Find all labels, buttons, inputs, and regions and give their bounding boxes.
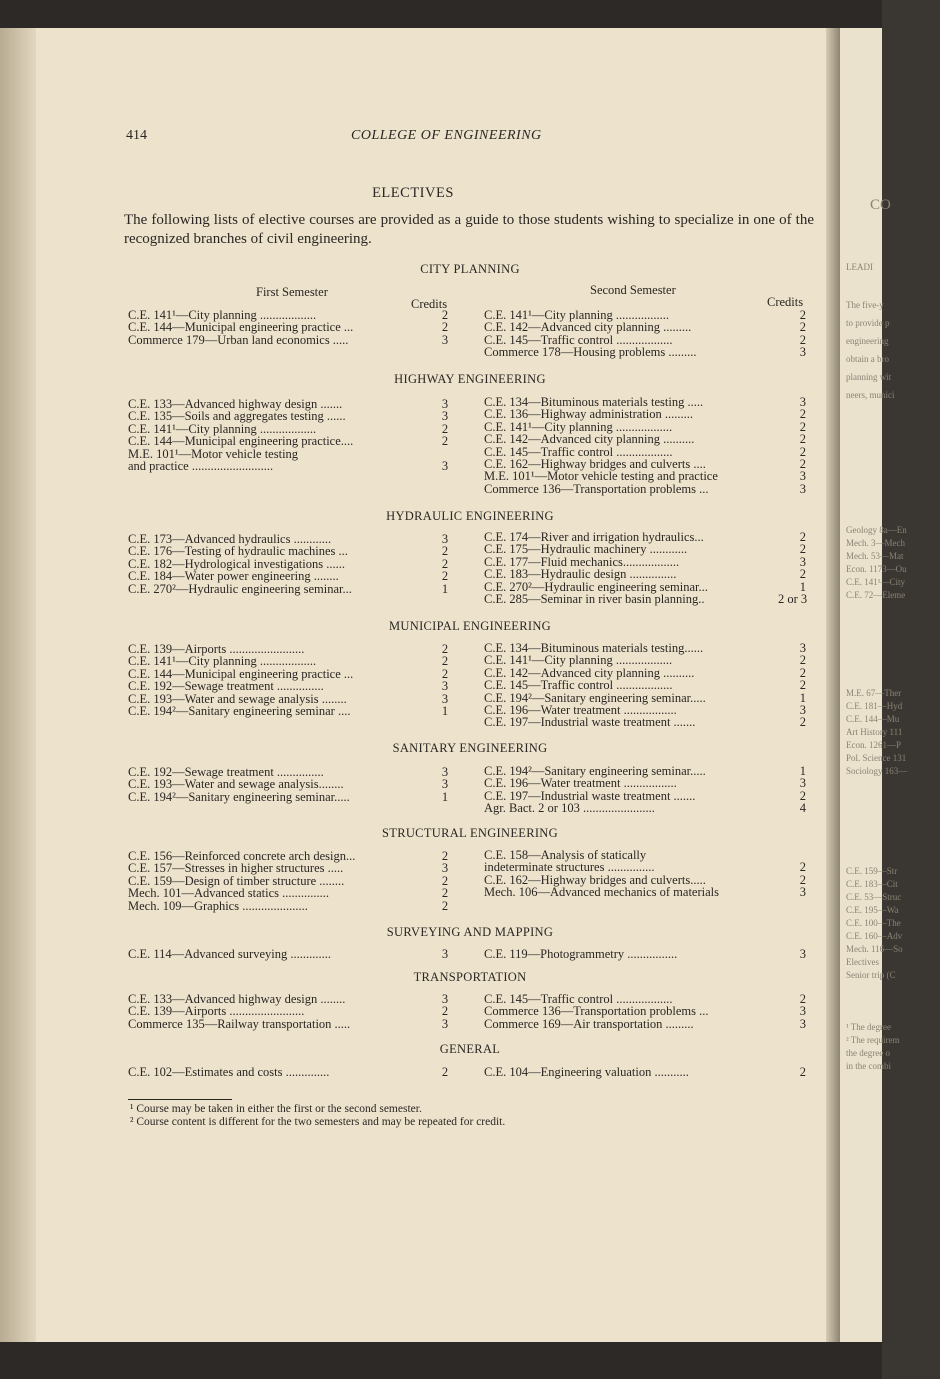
course-credits: 2 or 3 [778, 591, 808, 606]
course-credits: 2 [441, 556, 449, 571]
adjacent-page-line: obtain a bro [846, 354, 889, 364]
course-title: C.E. 141¹—City planning .................. [128, 654, 317, 669]
course-credits: 1 [441, 789, 449, 804]
course-row [484, 433, 814, 445]
course-credits: 3 [441, 679, 449, 694]
course-credits: 3 [441, 1016, 449, 1031]
adjacent-page-line: C.E. 159—Str [846, 866, 898, 876]
course-row [128, 1018, 458, 1030]
course-title: M.E. 101¹—Motor vehicle testing and practice [484, 469, 718, 484]
course-row [484, 321, 814, 333]
course-credits: 2 [799, 992, 806, 1006]
course-credits: 2 [441, 1065, 449, 1079]
course-title: C.E. 134—Bituminous materials testing...... [484, 641, 704, 655]
course-row [128, 862, 458, 874]
course-credits: 2 [441, 308, 449, 322]
course-title: C.E. 157—Stresses in higher structures ..... [128, 861, 344, 876]
course-credits: 2 [799, 530, 806, 544]
course-title: C.E. 270²—Hydraulic engineering seminar... [128, 581, 352, 596]
course-title: C.E. 176—Testing of hydraulic machines ... [128, 544, 348, 559]
course-title: Commerce 178—Housing problems ......... [484, 345, 697, 360]
course-credits: 2 [799, 432, 806, 447]
section-heading: SANITARY ENGINEERING [392, 741, 548, 755]
course-title: C.E. 285—Seminar in river basin planning.. [484, 591, 705, 606]
course-credits: 3 [441, 397, 449, 411]
course-row [128, 1066, 458, 1078]
course-title: C.E. 144—Municipal engineering practice ... [128, 320, 354, 335]
course-title: C.E. 133—Advanced highway design ........ [128, 992, 346, 1006]
adjacent-page-line: C.E. 195—Wa [846, 905, 899, 915]
second-semester-list [484, 531, 814, 605]
course-row [128, 778, 458, 790]
course-credits: 2 [799, 407, 806, 422]
adjacent-page-line: C.E. 144—Mu [846, 714, 900, 724]
course-title: C.E. 104—Engineering valuation ........... [484, 1065, 689, 1079]
second-semester-label: Second Semester [590, 283, 676, 297]
course-credits: 3 [441, 409, 449, 424]
course-credits: 4 [799, 801, 806, 816]
course-row [484, 593, 814, 605]
intro-paragraph: The following lists of elective courses are provided as a guide to those students wishing to specialize in one of the recognized branches of civil engineering. [124, 212, 814, 247]
adjacent-page-line: ¹ The degree [846, 1022, 892, 1032]
course-title: Commerce 136—Transportation problems ... [484, 481, 709, 496]
course-credits: 2 [799, 788, 806, 803]
course-title: C.E. 135—Soils and aggregates testing ...... [128, 409, 346, 424]
course-credits: 3 [441, 532, 449, 546]
course-title: C.E. 194²—Sanitary engineering seminar..... [128, 789, 350, 804]
section-heading: STRUCTURAL ENGINEERING [382, 826, 558, 840]
course-row [128, 334, 458, 346]
course-row [484, 483, 814, 495]
course-row [128, 680, 458, 692]
course-title: C.E. 162—Highway bridges and culverts..... [484, 872, 706, 887]
course-title: C.E. 156—Reinforced concrete arch design... [128, 849, 356, 863]
course-title: C.E. 142—Advanced city planning .......... [484, 665, 695, 680]
course-title: C.E. 141¹—City planning .................. [484, 419, 673, 434]
section-heading: HYDRAULIC ENGINEERING [386, 509, 554, 523]
scan-top-border [0, 0, 882, 28]
course-title: C.E. 102—Estimates and costs .............. [128, 1065, 330, 1079]
course-credits: 3 [441, 691, 449, 706]
second-semester-list [484, 765, 814, 815]
course-row [128, 545, 458, 557]
course-title: C.E. 194²—Sanitary engineering seminar .... [128, 703, 351, 718]
course-credits: 2 [799, 542, 806, 557]
course-credits: 3 [799, 469, 806, 484]
course-credits: 2 [441, 544, 449, 559]
course-credits: 2 [799, 860, 806, 875]
course-credits: 2 [441, 642, 449, 656]
adjacent-page-line: Pol. Science 131 [846, 753, 907, 763]
course-title: C.E. 139—Airports ........................ [128, 642, 305, 656]
adjacent-page-line: Sociology 163— [846, 766, 908, 776]
course-row [484, 886, 814, 898]
adjacent-page-line: Mech. 116—So [846, 944, 903, 954]
adjacent-page-line: Art History 111 [846, 727, 903, 737]
adjacent-page-line: Mech. 3—Mech [846, 538, 905, 548]
section-heading: MUNICIPAL ENGINEERING [389, 619, 551, 633]
page-title: ELECTIVES [372, 185, 454, 201]
course-row [484, 1018, 814, 1030]
course-credits: 3 [799, 702, 806, 717]
first-semester-list [128, 1066, 458, 1078]
course-title: indeterminate structures ............... [484, 860, 655, 875]
second-semester-list [484, 993, 814, 1030]
course-title: C.E. 197—Industrial waste treatment ....... [484, 788, 696, 803]
scan-bottom-border [0, 1342, 882, 1379]
adjacent-page-line: the degree o [846, 1048, 890, 1058]
first-semester-label: First Semester [256, 285, 328, 299]
book-spine [826, 28, 840, 1342]
footnote-rule [128, 1099, 232, 1100]
course-title: C.E. 192—Sewage treatment ............... [128, 765, 324, 779]
course-title: C.E. 145—Traffic control .................. [484, 992, 673, 1006]
course-title: C.E. 141¹—City planning ................. [484, 308, 669, 322]
second-semester-list [484, 642, 814, 729]
first-semester-list [128, 948, 458, 960]
course-row [128, 410, 458, 422]
course-row [128, 1005, 458, 1017]
course-credits: 3 [441, 947, 449, 961]
course-title: C.E. 197—Industrial waste treatment ....... [484, 715, 696, 730]
course-credits: 2 [441, 898, 449, 913]
first-semester-list [128, 309, 458, 346]
course-row [484, 777, 814, 789]
course-credits: 3 [799, 641, 806, 655]
course-title: C.E. 144—Municipal engineering practice.... [128, 434, 354, 449]
course-credits: 1 [441, 703, 449, 718]
course-credits: 3 [799, 885, 806, 900]
course-row [128, 900, 458, 912]
adjacent-page-line: Econ. 1173—Ou [846, 564, 907, 574]
first-semester-list [128, 398, 458, 472]
course-title: C.E. 144—Municipal engineering practice ... [128, 666, 354, 681]
course-credits: 3 [799, 1004, 806, 1019]
adjacent-page-line: Mech. 53—Mat [846, 551, 904, 561]
adjacent-page-line: C.E. 160—Adv [846, 931, 903, 941]
course-title: C.E. 192—Sewage treatment ............... [128, 679, 324, 694]
course-row [484, 716, 814, 728]
course-credits: 1 [441, 581, 449, 596]
course-row [128, 948, 458, 960]
course-title: C.E. 114—Advanced surveying ............. [128, 947, 331, 961]
adjacent-page-line: C.E. 181—Hyd [846, 701, 903, 711]
adjacent-page-line: Senior trip (C [846, 970, 896, 980]
course-credits: 3 [799, 947, 806, 961]
course-row [128, 887, 458, 899]
course-credits: 2 [799, 308, 806, 322]
course-credits: 2 [799, 665, 806, 680]
course-credits: 2 [799, 872, 806, 887]
adjacent-page-line: The five-y [846, 300, 884, 310]
course-credits: 3 [441, 458, 449, 473]
course-title: C.E. 145—Traffic control .................. [484, 678, 673, 693]
first-semester-list [128, 533, 458, 595]
course-row [128, 321, 458, 333]
first-semester-list [128, 643, 458, 717]
course-credits: 2 [799, 567, 806, 582]
course-row [128, 460, 458, 472]
course-title: C.E. 134—Bituminous materials testing ..... [484, 395, 704, 409]
course-credits: 2 [441, 569, 449, 584]
course-title: C.E. 174—River and irrigation hydraulics... [484, 530, 704, 544]
course-credits: 3 [799, 554, 806, 569]
adjacent-page [840, 28, 908, 1342]
course-title: C.E. 142—Advanced city planning .......... [484, 432, 695, 447]
adjacent-page-line: LEADI [846, 262, 873, 272]
second-semester-list [484, 1066, 814, 1078]
adjacent-page-line: engineering [846, 336, 889, 346]
page-number: 414 [126, 128, 147, 143]
course-credits: 2 [799, 653, 806, 668]
course-credits: 2 [441, 1004, 449, 1019]
course-title: Commerce 135—Railway transportation ..... [128, 1016, 351, 1031]
course-title: C.E. 141¹—City planning .................. [484, 653, 673, 668]
course-credits: 2 [799, 456, 806, 471]
course-title: C.E. 158—Analysis of statically [484, 848, 647, 862]
course-row [128, 435, 458, 447]
second-semester-list [484, 309, 814, 359]
course-title: C.E. 175—Hydraulic machinery ............ [484, 542, 688, 557]
adjacent-page-line: C.E. 141¹—City [846, 577, 905, 587]
footnote-2: ² Course content is different for the two semesters and may be repeated for credit. [130, 1116, 506, 1128]
course-credits: 2 [441, 886, 449, 901]
course-title: C.E. 145—Traffic control .................. [484, 332, 673, 347]
course-title: C.E. 136—Highway administration ......... [484, 407, 694, 422]
course-title: Mech. 106—Advanced mechanics of materials [484, 885, 719, 900]
course-title: Commerce 136—Transportation problems ... [484, 1004, 709, 1019]
adjacent-page-line: neers, munici [846, 390, 895, 400]
course-title: C.E. 183—Hydraulic design ............... [484, 567, 677, 582]
section-heading: HIGHWAY ENGINEERING [394, 372, 546, 386]
course-row [484, 802, 814, 814]
course-row [128, 705, 458, 717]
section-heading: CITY PLANNING [420, 262, 520, 276]
first-semester-list [128, 850, 458, 912]
course-credits: 2 [799, 419, 806, 434]
adjacent-page-line: ² The requirem [846, 1035, 900, 1045]
course-row [484, 1005, 814, 1017]
course-title: Commerce 169—Air transportation ......... [484, 1016, 694, 1031]
course-credits: 1 [799, 764, 806, 778]
course-credits: 2 [799, 320, 806, 335]
course-credits: 2 [441, 873, 449, 888]
second-semester-list [484, 948, 814, 960]
course-credits: 2 [441, 421, 449, 436]
course-title: C.E. 182—Hydrological investigations ...... [128, 556, 345, 571]
course-credits: 2 [441, 434, 449, 449]
course-credits: 3 [441, 332, 449, 347]
course-row [128, 655, 458, 667]
course-credits: 3 [441, 765, 449, 779]
course-title: C.E. 162—Highway bridges and culverts .... [484, 456, 706, 471]
section-heading: TRANSPORTATION [413, 970, 527, 984]
running-title: COLLEGE OF ENGINEERING [351, 128, 542, 143]
course-credits: 3 [799, 345, 806, 360]
adjacent-page-line: to provide p [846, 318, 890, 328]
adjacent-page-line: C.E. 183—Cit [846, 879, 898, 889]
course-title: C.E. 270²—Hydraulic engineering seminar... [484, 579, 708, 594]
course-credits: 3 [441, 992, 449, 1006]
course-row [484, 654, 814, 666]
course-credits: 2 [799, 715, 806, 730]
course-credits: 3 [799, 481, 806, 496]
course-title: Mech. 109—Graphics ..................... [128, 898, 308, 913]
second-semester-list [484, 396, 814, 495]
section-heading: SURVEYING AND MAPPING [386, 925, 554, 939]
course-title: C.E. 196—Water treatment ................. [484, 702, 677, 717]
course-title: C.E. 141¹—City planning .................. [128, 308, 317, 322]
course-row [484, 1066, 814, 1078]
course-row [484, 408, 814, 420]
course-row [128, 583, 458, 595]
course-title: C.E. 159—Design of timber structure ........ [128, 873, 345, 888]
course-credits: 3 [799, 395, 806, 409]
course-credits: 2 [799, 1065, 806, 1079]
course-credits: 1 [799, 579, 806, 594]
course-row [128, 570, 458, 582]
course-title: C.E. 194²—Sanitary engineering seminar..... [484, 690, 706, 705]
course-title: C.E. 133—Advanced highway design ....... [128, 397, 343, 411]
course-row [484, 346, 814, 358]
course-title: C.E. 194²—Sanitary engineering seminar..... [484, 764, 706, 778]
footnote-1: ¹ Course may be taken in either the first or the second semester. [130, 1103, 422, 1115]
adjacent-page-line: C.E. 53—Struc [846, 892, 902, 902]
course-title: C.E. 177—Fluid mechanics.................. [484, 554, 680, 569]
page-gutter [0, 28, 36, 1342]
adjacent-page-line: planning wit [846, 372, 892, 382]
course-credits: 2 [441, 320, 449, 335]
course-credits: 2 [441, 849, 449, 863]
adjacent-page-line: CO [870, 197, 891, 213]
course-credits: 2 [799, 444, 806, 459]
adjacent-page-line: M.E. 67—Ther [846, 688, 902, 698]
first-credits-label: Credits [411, 297, 448, 311]
course-row [484, 679, 814, 691]
adjacent-page-line: Geology 8a—En [846, 525, 907, 535]
adjacent-page-line: Electives [846, 957, 879, 967]
adjacent-page-line: in the combi [846, 1061, 891, 1071]
course-title: C.E. 142—Advanced city planning ......... [484, 320, 692, 335]
course-row [484, 568, 814, 580]
course-title: C.E. 196—Water treatment ................. [484, 776, 677, 791]
course-title: C.E. 193—Water and sewage analysis ........ [128, 691, 347, 706]
section-heading: GENERAL [439, 1042, 501, 1056]
course-credits: 3 [799, 776, 806, 791]
course-credits: 2 [441, 666, 449, 681]
second-credits-label: Credits [767, 295, 804, 309]
course-row [484, 543, 814, 555]
adjacent-page-line: C.E. 72—Eleme [846, 590, 906, 600]
second-semester-list [484, 849, 814, 899]
course-row [484, 470, 814, 482]
course-title: C.E. 193—Water and sewage analysis........ [128, 777, 344, 792]
adjacent-page-line: C.E. 100—The [846, 918, 901, 928]
adjacent-page-line: Econ. 1261—P [846, 740, 901, 750]
course-credits: 3 [441, 861, 449, 876]
course-credits: 3 [799, 1016, 806, 1031]
course-title: Mech. 101—Advanced statics ............... [128, 886, 330, 901]
course-title: C.E. 141¹—City planning .................. [128, 421, 317, 436]
course-credits: 2 [799, 332, 806, 347]
course-title: C.E. 139—Airports ........................ [128, 1004, 305, 1019]
course-title: C.E. 145—Traffic control .................. [484, 444, 673, 459]
course-row [484, 861, 814, 873]
course-title: Agr. Bact. 2 or 103 ....................... [484, 801, 655, 816]
course-credits: 3 [441, 777, 449, 792]
course-title: C.E. 173—Advanced hydraulics ............ [128, 532, 332, 546]
course-title: Commerce 179—Urban land economics ..... [128, 332, 349, 347]
course-row [128, 791, 458, 803]
course-credits: 2 [799, 678, 806, 693]
first-semester-list [128, 766, 458, 803]
course-title: and practice .......................... [128, 458, 274, 473]
first-semester-list [128, 993, 458, 1030]
course-title: M.E. 101¹—Motor vehicle testing [128, 446, 299, 461]
course-row [484, 948, 814, 960]
course-credits: 1 [799, 690, 806, 705]
course-credits: 2 [441, 654, 449, 669]
course-title: C.E. 184—Water power engineering ........ [128, 569, 339, 584]
course-title: C.E. 119—Photogrammetry ................ [484, 947, 678, 961]
